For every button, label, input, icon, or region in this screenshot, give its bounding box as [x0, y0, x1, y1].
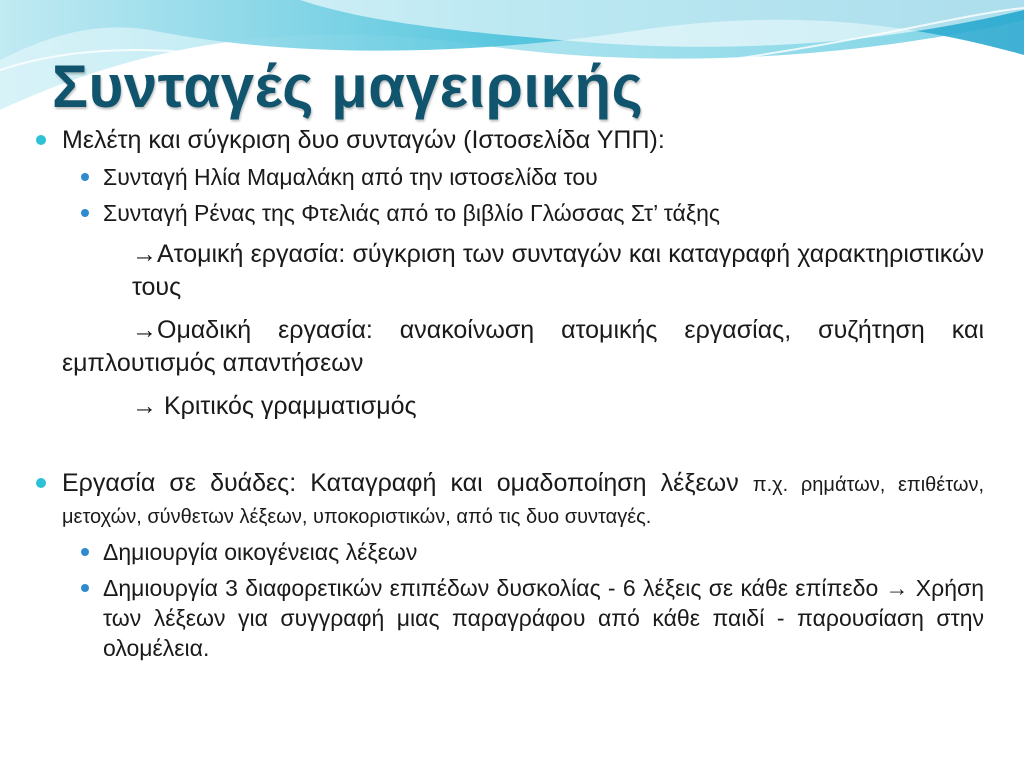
sub-bullet-text: Συνταγή Ρένας της Φτελιάς από το βιβλίο Γλώσσας Στ’ τάξης — [103, 200, 720, 226]
sub-bullet-text: Συνταγή Ηλία Μαμαλάκη από την ιστοσελίδα του — [103, 164, 598, 190]
arrow-text: → Κριτικός γραμματισμός — [132, 392, 417, 420]
slide-content — [36, 124, 984, 663]
sub-bullet-mamalakis — [36, 162, 984, 192]
bullet-icon — [36, 478, 46, 488]
sub-bullet-icon — [81, 584, 89, 592]
arrow-text: →Ατομική εργασία: σύγκριση των συνταγών και καταγραφή χαρακτηριστικών τους — [132, 240, 984, 301]
sub-bullet-text: Δημιουργία οικογένειας λέξεων — [103, 539, 418, 565]
bullet-icon — [36, 135, 46, 145]
arrow-critical-literacy — [36, 390, 984, 423]
sub-bullet-word-family — [36, 537, 984, 567]
bullet-text: Μελέτη και σύγκριση δυο συνταγών (Ιστοσελίδα ΥΠΠ): — [62, 126, 665, 154]
arrow-text: →Ομαδική εργασία: ανακοίνωση ατομικής εργασίας, — [132, 316, 819, 344]
bullet-recipe-study — [36, 124, 984, 156]
sub-bullet-text: Δημιουργία 3 διαφορετικών επιπέδων δυσκολίας - 6 λέξεις σε κάθε επίπεδο → Χρήση των λέξεων για συγγραφή μιας παραγράφου από κάθε παιδί - παρουσίαση στην ολομέλεια. — [103, 575, 984, 661]
sub-bullet-icon — [81, 548, 89, 556]
sub-bullet-difficulty-levels — [36, 573, 984, 663]
sub-bullet-icon — [81, 173, 89, 181]
bullet-pair-work — [36, 467, 984, 531]
sub-bullet-ftelias — [36, 198, 984, 228]
sub-bullet-icon — [81, 209, 89, 217]
bullet-text: Εργασία σε δυάδες: Καταγραφή και ομαδοποίηση λέξεων — [62, 469, 753, 497]
arrow-group-work — [36, 314, 984, 380]
arrow-text-continued: συζήτηση και εμπλουτισμός απαντήσεων — [62, 316, 984, 377]
bullet-text-small: π.χ. ρημάτων, επιθέτων, μετοχών, σύνθετων λέξεων, υποκοριστικών, από τις δυο συνταγές. — [62, 474, 984, 528]
arrow-individual-work — [36, 238, 984, 304]
slide-title: Συνταγές μαγειρικής — [52, 53, 644, 120]
